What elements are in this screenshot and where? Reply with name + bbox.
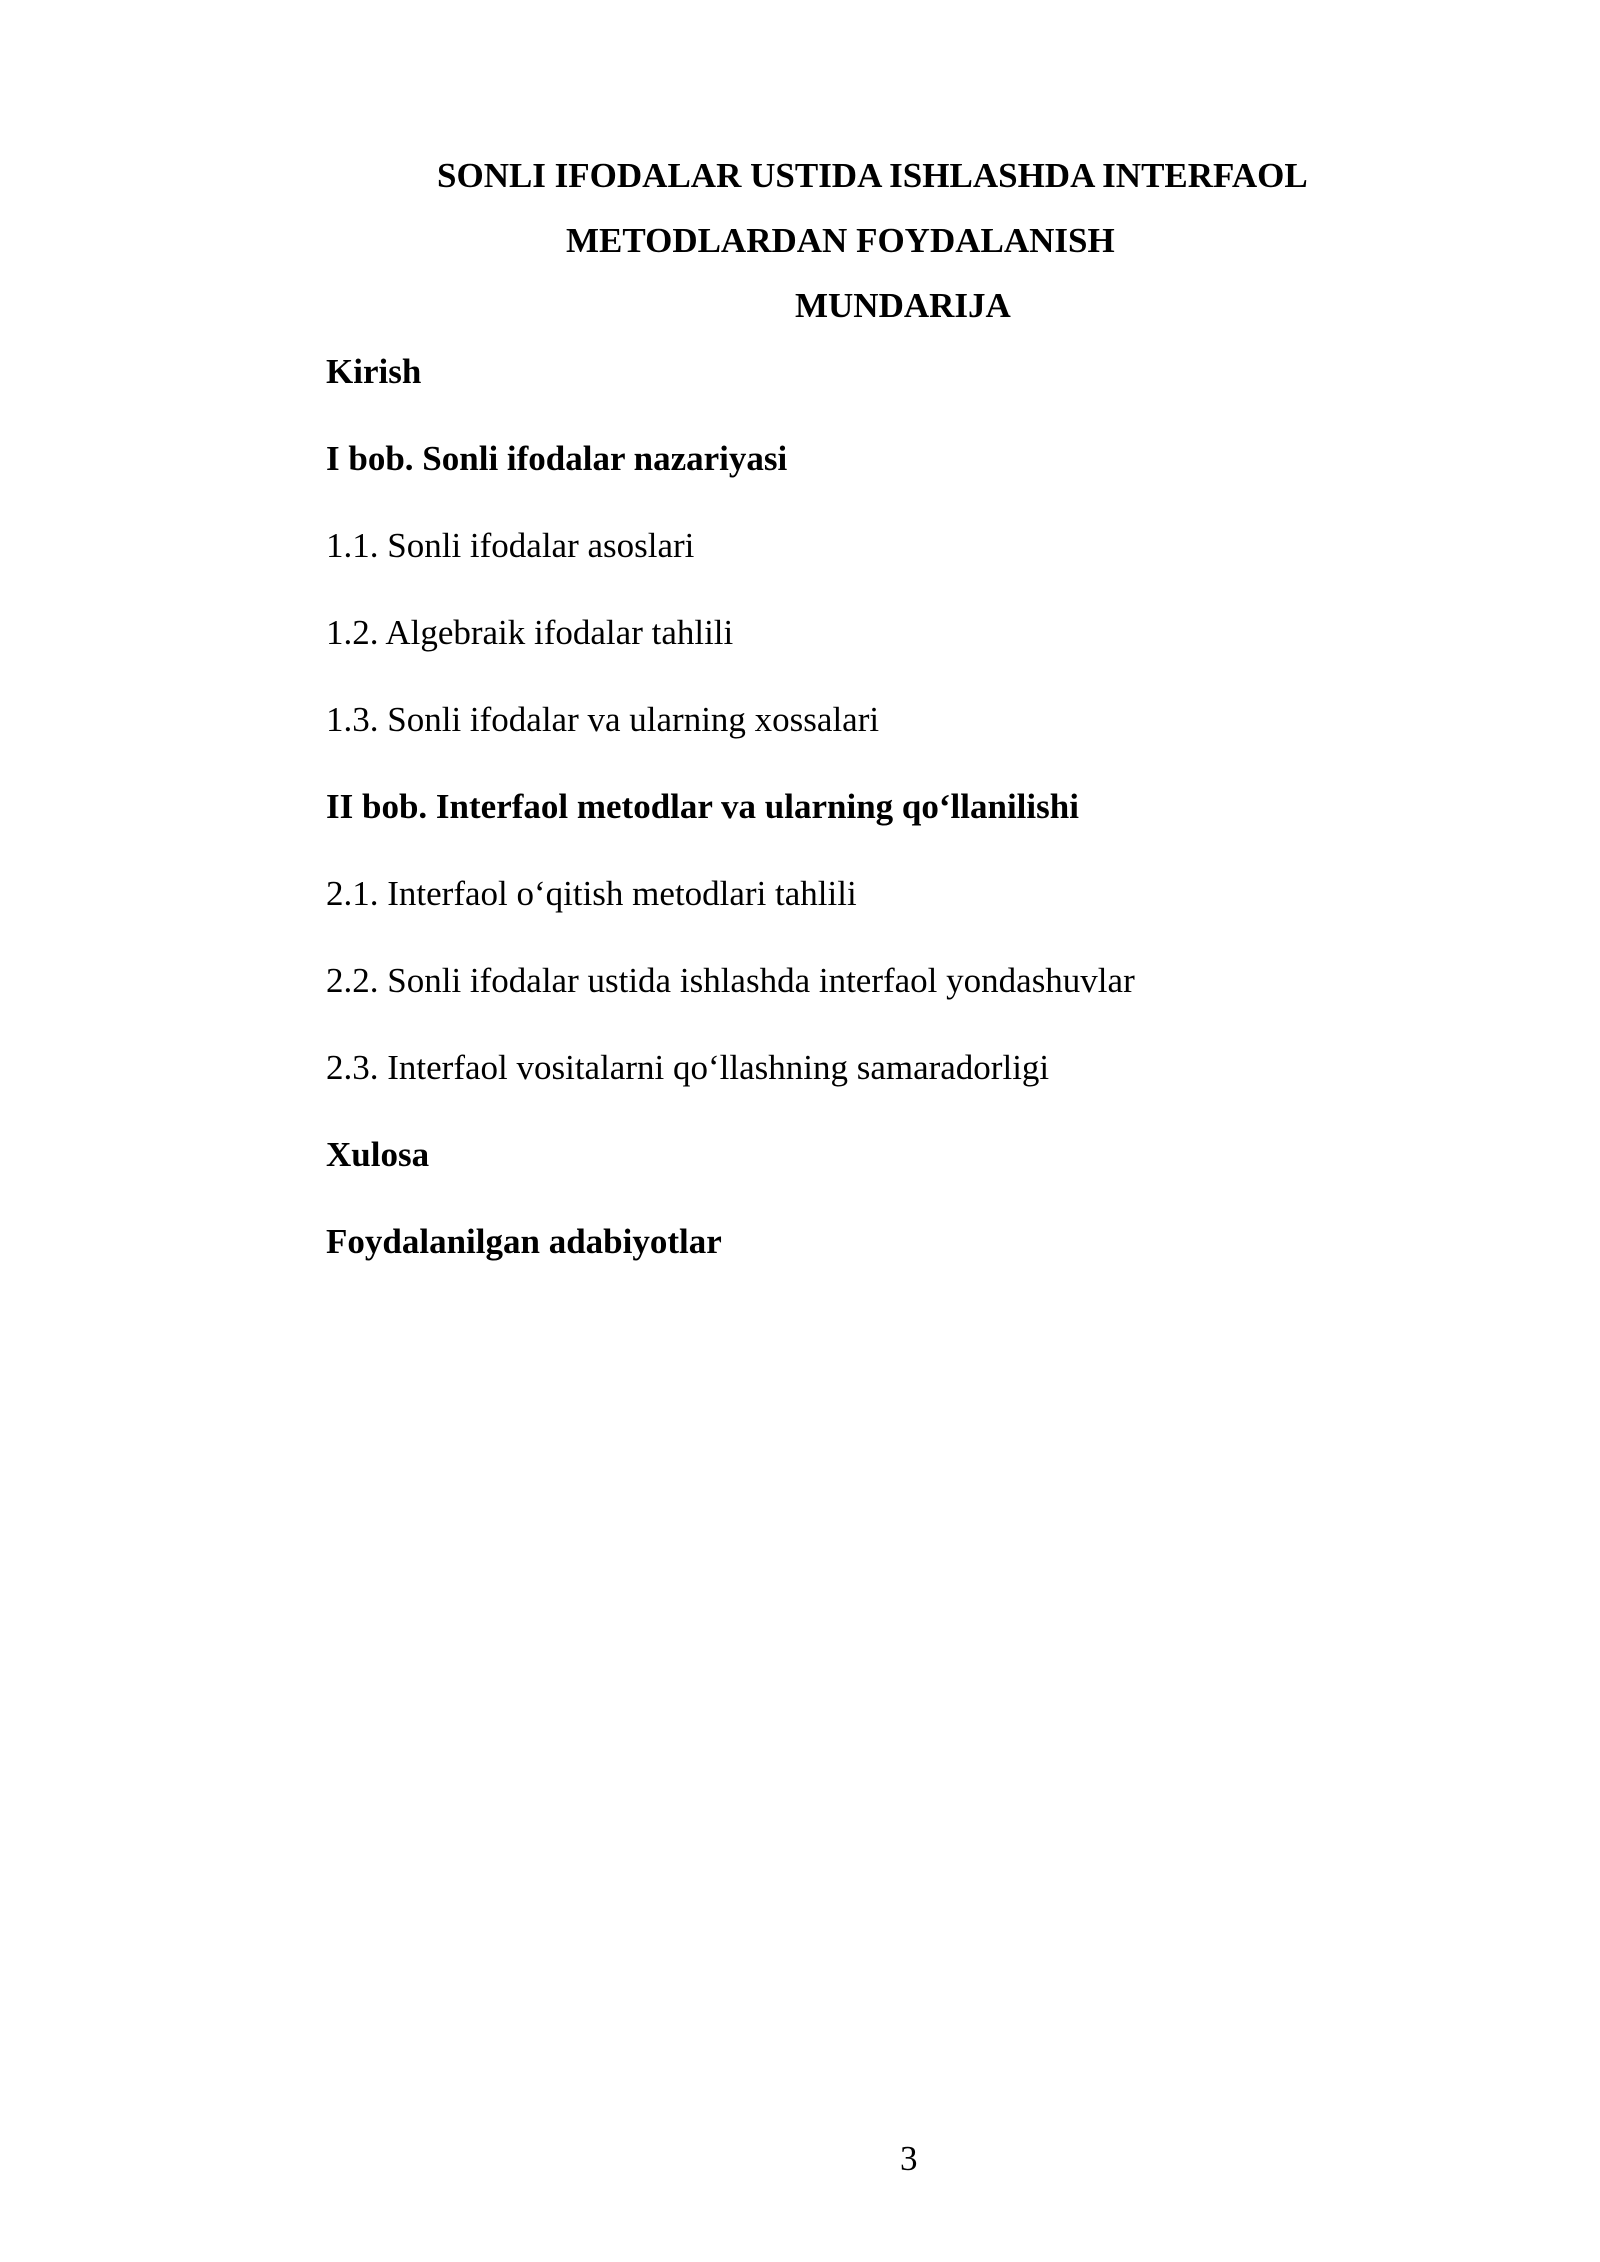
contents-heading: MUNDARIJA [795,286,1011,325]
page-number: 3 [900,2139,918,2178]
toc-item-chapter-1: I bob. Sonli ifodalar nazariyasi [326,439,788,478]
toc-item-references: Foydalanilgan adabiyotlar [326,1222,722,1261]
toc-item-section-1-3: 1.3. Sonli ifodalar va ularning xossalari [326,700,880,739]
toc-item-section-1-2: 1.2. Algebraik ifodalar tahlili [326,613,734,652]
toc-item-section-1-1: 1.1. Sonli ifodalar asoslari [326,526,695,565]
toc-item-conclusion: Xulosa [326,1135,430,1174]
toc-item-section-2-3: 2.3. Interfaol vositalarni qo‘llashning samaradorligi [326,1048,1050,1087]
document-title-line-1: SONLI IFODALAR USTIDA ISHLASHDA INTERFAOL [437,156,1308,195]
toc-item-section-2-2: 2.2. Sonli ifodalar ustida ishlashda interfaol yondashuvlar [326,961,1135,1000]
toc-item-introduction: Kirish [326,352,422,391]
toc-item-section-2-1: 2.1. Interfaol o‘qitish metodlari tahlili [326,874,857,913]
document-title-line-2: METODLARDAN FOYDALANISH [566,221,1115,260]
toc-item-chapter-2: II bob. Interfaol metodlar va ularning qo‘llanilishi [326,787,1079,826]
